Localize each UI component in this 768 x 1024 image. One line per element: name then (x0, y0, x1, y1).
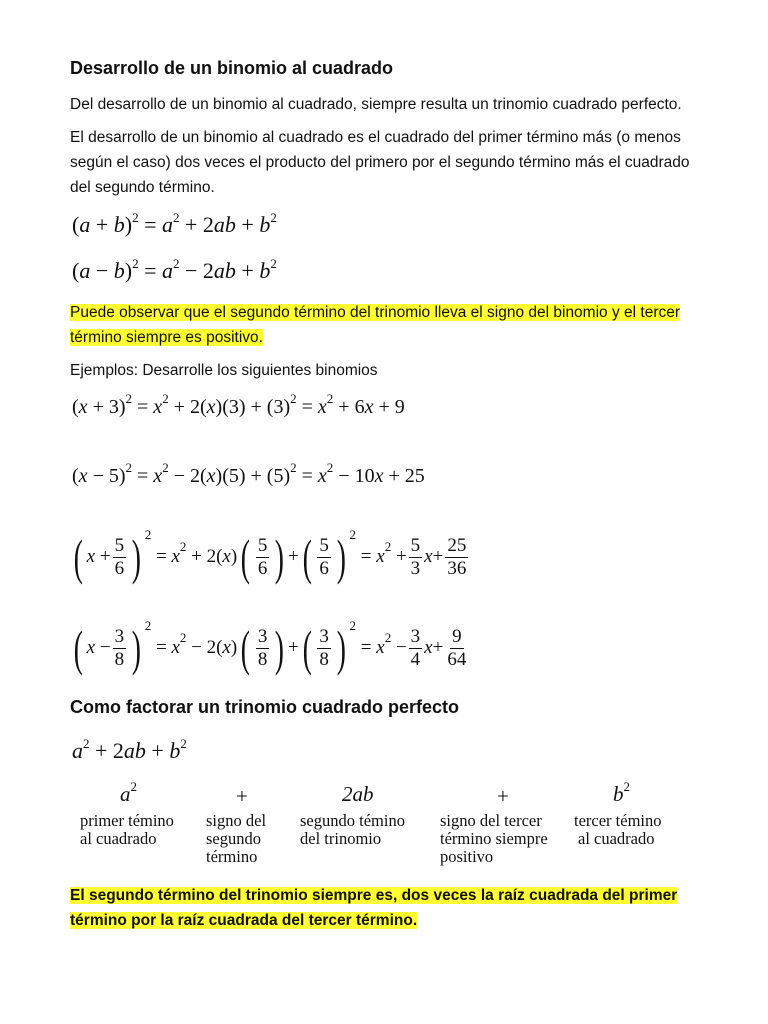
section-title-factorar: Como factorar un trinomio cuadrado perfecto (70, 697, 460, 717)
label-second-sign: signo del segundo término (206, 811, 267, 866)
trinomial-formula: $a^2 + 2ab + b^2$ (72, 736, 187, 763)
definition-paragraph (70, 125, 730, 200)
definition-line: El desarrollo de un binomio al cuadrado es el cuadrado del primer término más (o menos (70, 129, 681, 146)
section-title-binomio: Desarrollo de un binomio al cuadrado (70, 58, 394, 78)
highlight-line: El segundo término del trinomio siempre es, dos veces la raíz cuadrada del primer (70, 887, 678, 904)
example-4: ( x − $\frac{3}{8}$ ) 2 = x 2 − 2( x ) ( $\frac{3}{8}$ ) + ( $\frac{3}{8}$ ) 2 = x 2 − $\frac{3}{4}$ x + $\frac{9}{64}$ (73, 618, 467, 676)
example-1: $(x + 3)^2 = x^2 + 2(x)(3) + (3)^2 = x^2 + 6x + 9$ (72, 391, 405, 418)
examples-intro: Ejemplos: Desarrolle los siguientes binomios (70, 362, 378, 379)
term-b2: $b^2$ (613, 779, 630, 806)
label-third-sign: signo del tercer término siempre positivo (440, 811, 548, 866)
term-a2: $a^2$ (120, 779, 137, 806)
label-third-term: tercer témino al cuadrado (574, 811, 662, 848)
term-plus-1: + (236, 784, 248, 808)
highlight-line: término siempre es positivo. (70, 329, 263, 346)
highlight-line: Puede observar que el segundo término del trinomio lleva el signo del binomio y el tercer (70, 304, 681, 321)
label-second-term: segundo témino del trinomio (300, 811, 405, 848)
highlight-rule (70, 883, 730, 933)
highlight-line: término por la raíz cuadrada del tercer término. (70, 912, 418, 929)
formula-sum-square: $(a + b)^2 = a^2 + 2ab + b^2$ (72, 210, 277, 237)
label-first-term: primer témino al cuadrado (80, 811, 174, 848)
term-2ab: 2ab (342, 782, 374, 806)
example-3: ( x + $\frac{5}{6}$ ) 2 = x 2 + 2( x ) ( $\frac{5}{6}$ ) + ( $\frac{5}{6}$ ) 2 = x 2 + $\frac{5}{3}$ x + $\frac{25}{36}$ (73, 527, 467, 585)
intro-paragraph: Del desarrollo de un binomio al cuadrado, siempre resulta un trinomio cuadrado perfecto. (70, 96, 682, 113)
definition-line: según el caso) dos veces el producto del primero por el segundo término más el cuadrado (70, 154, 690, 171)
definition-line: del segundo término. (70, 179, 215, 196)
example-2: $(x - 5)^2 = x^2 - 2(x)(5) + (5)^2 = x^2 - 10x + 25$ (72, 460, 425, 487)
term-plus-2: + (497, 784, 509, 808)
highlight-note (70, 300, 730, 350)
formula-difference-square: $(a - b)^2 = a^2 - 2ab + b^2$ (72, 256, 277, 283)
